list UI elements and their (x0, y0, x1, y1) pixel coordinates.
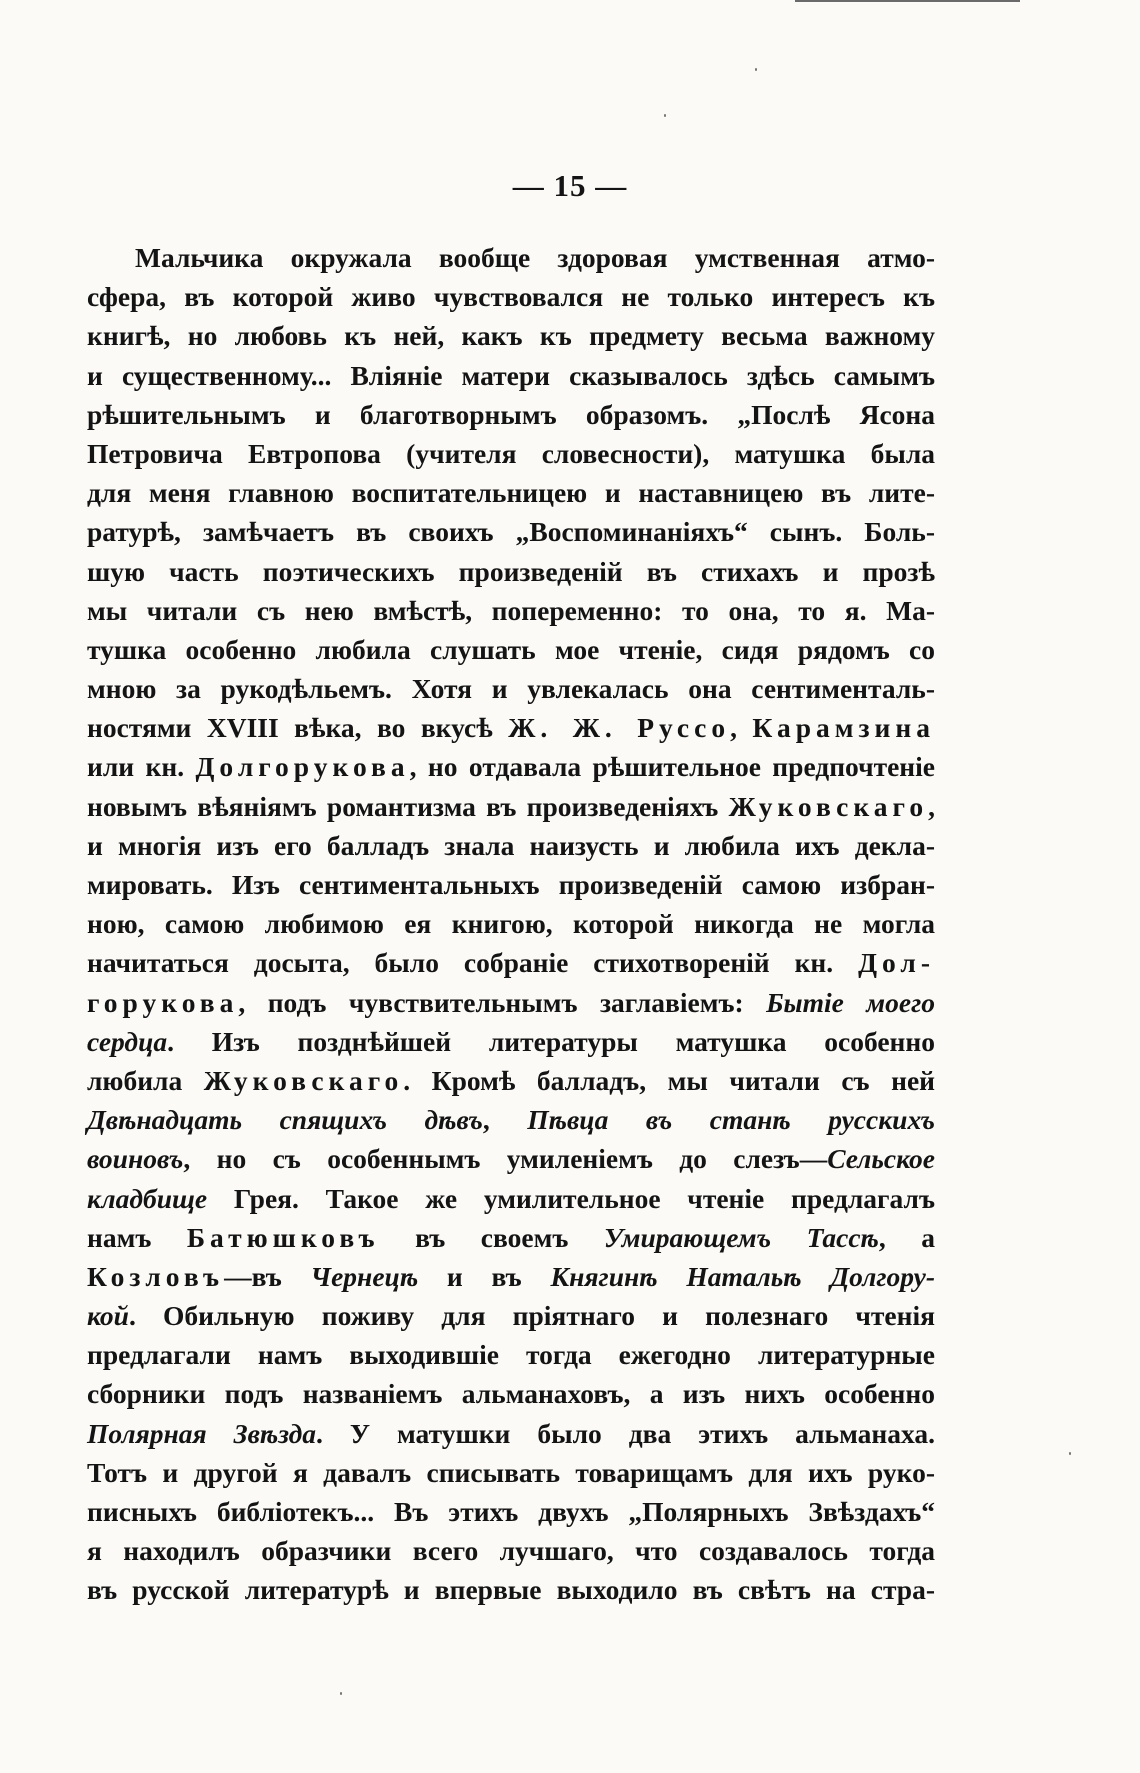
text-line (87, 1453, 935, 1492)
text-line (87, 943, 935, 982)
text-segment: мною за рукодѣльемъ. Хотя и увлекалась она сентименталь- (87, 673, 935, 705)
text-segment: . Обильную поживу для пріятнаго и полезнаго чтенія (128, 1300, 935, 1332)
text-segment: , (928, 790, 935, 822)
text-line (87, 1218, 935, 1257)
text-segment: , (482, 1104, 528, 1136)
text-segment: тушка особенно любила слушать мое чтеніе, сидя рядомъ со (87, 633, 935, 665)
text-line (87, 277, 935, 316)
text-line (87, 865, 935, 904)
text-line (87, 1296, 935, 1335)
italic-title: Сельское (827, 1143, 935, 1175)
text-segment: сфера, въ которой живо чувствовался не только интересъ къ (87, 281, 935, 313)
text-line (87, 395, 935, 434)
spaced-name: Козловъ (87, 1260, 225, 1292)
text-line (87, 1531, 935, 1570)
text-segment: мы читали съ нею вмѣстѣ, попеременно: то она, то я. Ма- (87, 594, 935, 626)
text-line (87, 708, 935, 747)
text-line (87, 1492, 935, 1531)
italic-title: Двѣнадцать спящихъ дѣвъ (87, 1104, 483, 1136)
text-segment: ратурѣ, замѣчаетъ въ своихъ „Воспоминаніяхъ“ сынъ. Боль- (87, 516, 935, 548)
text-line (87, 473, 935, 512)
text-segment: книгѣ, но любовь къ ней, какъ къ предмету весьма важному (87, 320, 935, 352)
text-segment: рѣшительнымъ и благотворнымъ образомъ. „Послѣ Ясона (87, 398, 935, 430)
text-line (87, 669, 935, 708)
spaced-name: Ж. Ж. Руссо (508, 712, 731, 744)
text-line (87, 1257, 935, 1296)
text-segment: мировать. Изъ сентиментальныхъ произведеній самою избран- (87, 869, 935, 900)
top-edge-rule (795, 0, 1020, 2)
spaced-name: Батюшковъ (186, 1221, 380, 1253)
italic-title: кой (87, 1300, 129, 1332)
spaced-name: Долгорукова (195, 751, 410, 783)
italic-title: сердца (87, 1025, 168, 1057)
text-segment: и многія изъ его балладъ знала наизусть и любила ихъ декла- (87, 829, 935, 861)
text-segment: , (730, 712, 753, 744)
text-line (87, 1061, 935, 1100)
text-line (87, 1022, 935, 1061)
italic-title: Чернецѣ (310, 1260, 419, 1292)
text-segment: . Изъ позднѣйшей литературы матушка особенно (167, 1025, 935, 1057)
text-segment: . У матушки было два этихъ альманаха. (316, 1417, 935, 1449)
italic-title: Полярная Звѣзда (87, 1417, 317, 1449)
italic-title: воиновъ (87, 1143, 184, 1175)
text-line (87, 1570, 935, 1609)
text-line (87, 1139, 935, 1178)
paper-speck (664, 114, 666, 117)
spaced-name: Дол- (858, 947, 935, 979)
page-number: — 15 — (512, 168, 628, 203)
text-line (87, 356, 935, 395)
text-line (87, 434, 935, 473)
text-line (87, 591, 935, 630)
text-segment: въ своемъ (379, 1221, 604, 1253)
text-segment: , но съ особеннымъ умиленіемъ до слезъ— (183, 1143, 828, 1175)
text-line (87, 1100, 935, 1139)
text-line (87, 1374, 935, 1413)
text-line (87, 747, 935, 786)
text-segment: —въ (224, 1260, 311, 1292)
text-line (87, 238, 935, 277)
spaced-name: Жуковскаго (203, 1064, 404, 1096)
spaced-name: Жуковскаго (728, 790, 929, 822)
text-segment: и существенному... Вліяніе матери сказывалось здѣсь самымъ (87, 359, 935, 391)
text-line (87, 787, 935, 826)
paper-speck (755, 68, 757, 71)
text-line (87, 512, 935, 551)
text-segment: и въ (418, 1260, 551, 1292)
text-segment: любила (87, 1064, 204, 1096)
text-line (87, 1414, 935, 1453)
text-line (87, 1335, 935, 1374)
text-line (87, 316, 935, 355)
text-segment: , а (878, 1221, 935, 1253)
text-segment: новымъ вѣяніямъ романтизма въ произведеніяхъ (87, 790, 729, 822)
text-segment: Грея. Такое же умилительное чтеніе предлагалъ (207, 1182, 935, 1214)
text-segment: ностями XVIII вѣка, во вкусѣ (87, 712, 509, 744)
paper-speck (1069, 1452, 1071, 1455)
text-segment: предлагали намъ выходившіе тогда ежегодно литературные (87, 1339, 935, 1371)
page-body-text (87, 238, 935, 1610)
text-segment: Тотъ и другой я давалъ списывать товарищамъ для ихъ руко- (87, 1456, 935, 1488)
spaced-name: горукова (87, 986, 239, 1018)
spaced-name: Карамзина (752, 712, 936, 744)
text-segment: для меня главною воспитательницею и наставницею въ лите- (87, 477, 935, 509)
text-segment: Мальчика окружала вообще здоровая умственная атмо- (135, 242, 935, 273)
text-segment: или кн. (87, 751, 196, 783)
text-segment: ною, самою любимою ея книгою, которой никогда не могла (87, 908, 935, 940)
paper-speck (340, 1692, 342, 1695)
italic-title: Княгинѣ Натальѣ Долгору- (550, 1260, 936, 1292)
text-line (87, 1179, 935, 1218)
text-segment: , подъ чувствительнымъ заглавіемъ: (238, 986, 767, 1018)
text-segment: . Кромѣ балладъ, мы читали съ ней (403, 1064, 935, 1096)
text-segment: сборники подъ названіемъ альманаховъ, а изъ нихъ особенно (87, 1378, 935, 1410)
text-segment: я находилъ образчики всего лучшаго, что создавалось тогда (87, 1535, 935, 1567)
italic-title: Бытіе моего (766, 986, 935, 1018)
text-line (87, 983, 935, 1022)
text-segment: намъ (87, 1221, 187, 1253)
italic-title: Умирающемъ Тассѣ (603, 1221, 879, 1253)
italic-title: кладбище (87, 1182, 208, 1214)
italic-title: Пѣвца въ станѣ русскихъ (527, 1104, 935, 1136)
text-line (87, 826, 935, 865)
text-segment: писныхъ библіотекъ... Въ этихъ двухъ „Полярныхъ Звѣздахъ“ (87, 1496, 935, 1527)
text-segment: , но отдавала рѣшительное предпочтеніе (409, 751, 935, 783)
text-segment: начитаться досыта, было собраніе стихотвореній кн. (87, 947, 859, 979)
text-line (87, 552, 935, 591)
text-segment: шую часть поэтическихъ произведеній въ стихахъ и прозѣ (87, 555, 935, 587)
text-segment: Петровича Евтропова (учителя словесности), матушка была (87, 437, 935, 469)
text-segment: въ русской литературѣ и впервые выходило въ свѣтъ на стра- (87, 1574, 935, 1606)
text-line (87, 904, 935, 943)
text-line (87, 630, 935, 669)
